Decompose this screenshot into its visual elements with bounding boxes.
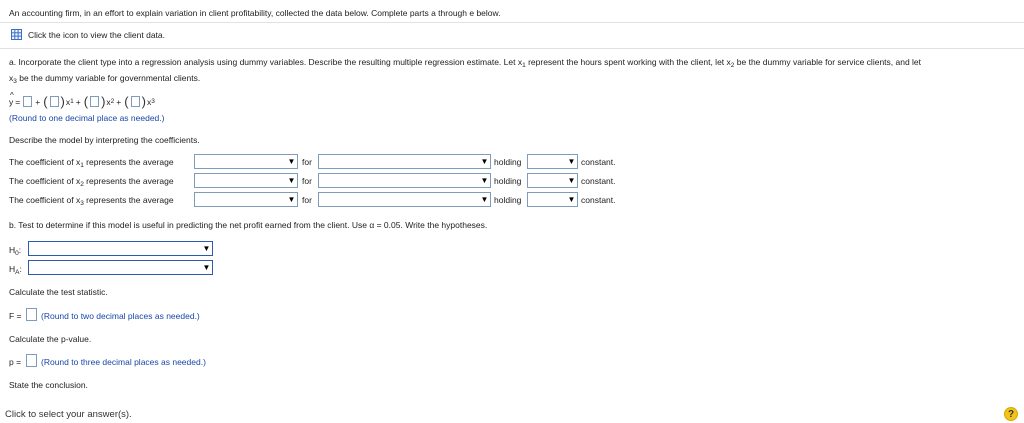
- help-icon[interactable]: ?: [1004, 407, 1018, 421]
- b3-input[interactable]: [131, 96, 140, 107]
- coef-row-1-select-b[interactable]: [318, 154, 491, 169]
- holding-label: holding: [494, 157, 522, 167]
- coef-row-3-select-b[interactable]: [318, 192, 491, 207]
- coef-row-2-select-a[interactable]: [194, 173, 298, 188]
- constant-label: constant.: [581, 176, 616, 186]
- h0-label: $H_0$:: [9, 245, 22, 257]
- conclusion-prompt: State the conclusion.: [9, 380, 88, 390]
- constant-label: constant.: [581, 157, 616, 167]
- chevron-down-icon: ▼: [567, 157, 576, 166]
- for-label: for: [302, 157, 312, 167]
- separator: [0, 48, 1024, 49]
- coef-row-3-select-c[interactable]: [527, 192, 578, 207]
- part-a-prompt: a. Incorporate the client type into a regression analysis using dummy variables. Describe the resulting multiple regression estimate. Let $x_1$ represent the hours spent working with the client, let $x_2$ be the dummy variable for service clients, and let $x_3$ be the dummy variable for governmental clients.: [9, 57, 922, 85]
- chevron-down-icon: ▼: [567, 195, 576, 204]
- view-data-link[interactable]: [11, 29, 165, 40]
- y-hat: ^ y: [9, 97, 13, 107]
- part-b-prompt: b. Test to determine if this model is useful in predicting the net profit earned from the client. Use α = 0.05. Write the hypotheses.: [9, 220, 488, 230]
- chevron-down-icon: ▼: [287, 176, 296, 185]
- coef-row-1-select-a[interactable]: [194, 154, 298, 169]
- coef-row-2-label: The coefficient of $x_2$ represents the average: [9, 176, 174, 188]
- constant-label: constant.: [581, 195, 616, 205]
- ha-label: $H_A$:: [9, 264, 22, 276]
- chevron-down-icon: ▼: [202, 263, 211, 272]
- f-stat-input[interactable]: [26, 308, 37, 321]
- describe-prompt: Describe the model by interpreting the coefficients.: [9, 135, 200, 145]
- coef-row-1-label: The coefficient of $x_1$ represents the average: [9, 157, 174, 169]
- problem-intro: An accounting firm, in an effort to explain variation in client profitability, collected the data below. Complete parts a through e below.: [9, 8, 501, 18]
- coef-row-3-label: The coefficient of $x_3$ represents the average: [9, 195, 174, 207]
- calc-stat-prompt: Calculate the test statistic.: [9, 287, 108, 297]
- coef-row-2-select-c[interactable]: [527, 173, 578, 188]
- round-note: (Round to one decimal place as needed.): [9, 113, 165, 123]
- holding-label: holding: [494, 195, 522, 205]
- coef-row-3-select-a[interactable]: [194, 192, 298, 207]
- separator: [0, 22, 1024, 23]
- intercept-input[interactable]: [23, 96, 32, 107]
- p-value-input[interactable]: [26, 354, 37, 367]
- chevron-down-icon: ▼: [480, 157, 489, 166]
- for-label: for: [302, 195, 312, 205]
- status-text: Click to select your answer(s).: [5, 409, 132, 420]
- table-grid-icon[interactable]: [11, 29, 22, 40]
- coef-row-2-select-b[interactable]: [318, 173, 491, 188]
- coef-row-1-select-c[interactable]: [527, 154, 578, 169]
- b1-input[interactable]: [50, 96, 59, 107]
- for-label: for: [302, 176, 312, 186]
- h0-select[interactable]: [28, 241, 213, 256]
- f-round-note: (Round to two decimal places as needed.): [41, 311, 200, 321]
- b2-input[interactable]: [90, 96, 99, 107]
- chevron-down-icon: ▼: [480, 176, 489, 185]
- f-label: F =: [9, 311, 22, 321]
- chevron-down-icon: ▼: [480, 195, 489, 204]
- chevron-down-icon: ▼: [567, 176, 576, 185]
- p-label: p =: [9, 357, 22, 367]
- view-data-label[interactable]: Click the icon to view the client data.: [28, 29, 166, 40]
- chevron-down-icon: ▼: [287, 195, 296, 204]
- chevron-down-icon: ▼: [287, 157, 296, 166]
- p-round-note: (Round to three decimal places as needed.): [41, 357, 206, 367]
- calc-p-prompt: Calculate the p-value.: [9, 334, 92, 344]
- ha-select[interactable]: [28, 260, 213, 275]
- chevron-down-icon: ▼: [202, 244, 211, 253]
- holding-label: holding: [494, 176, 522, 186]
- regression-equation: ^ y = + ( ) x 1 + ( ) x 2 + ( ) x 3: [9, 96, 155, 107]
